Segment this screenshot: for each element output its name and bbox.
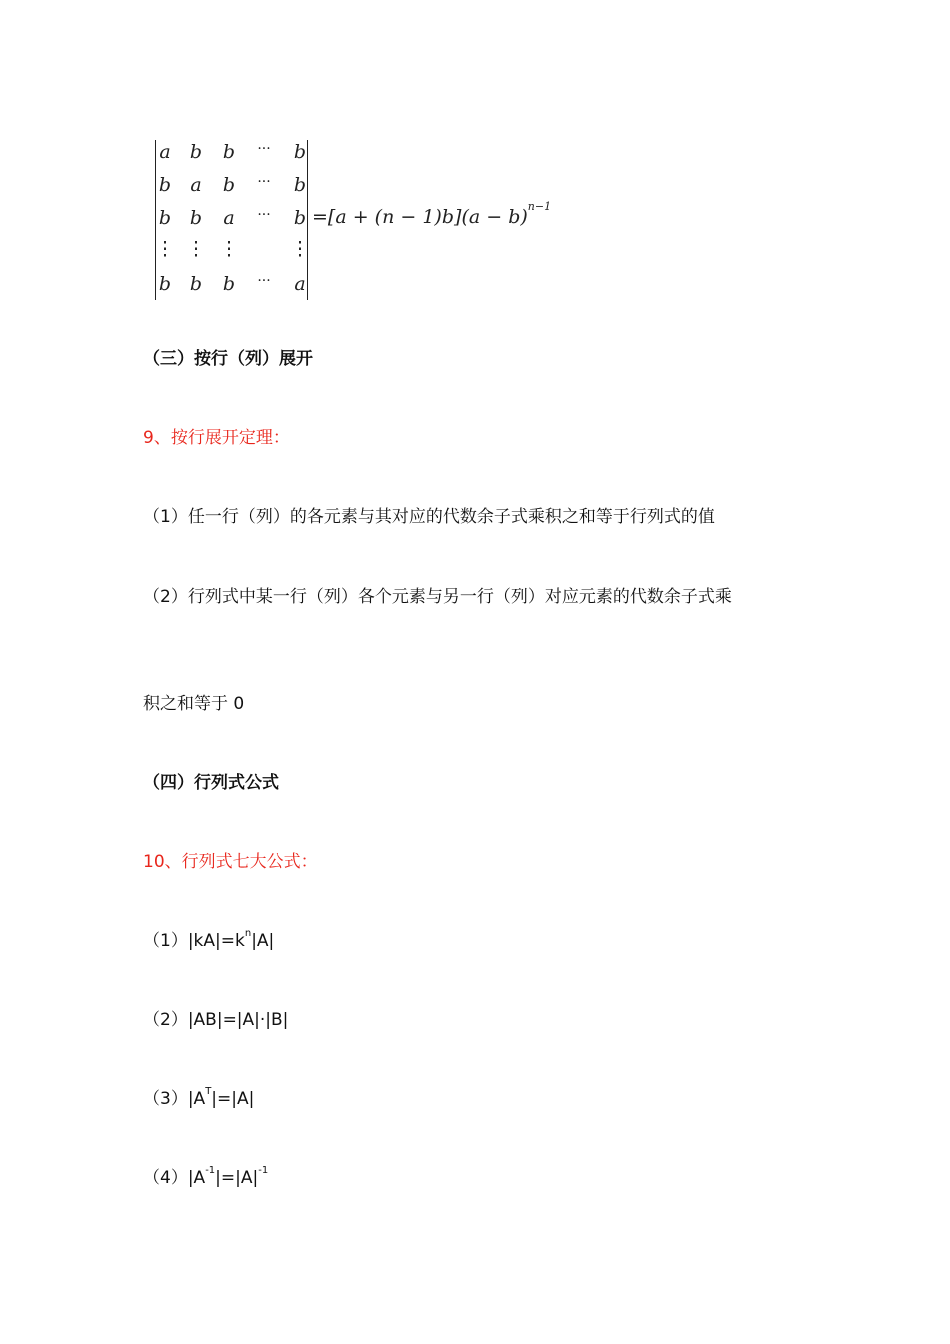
formula-3-prefix: （3）|A	[143, 1089, 206, 1109]
theorem-heading-9: 9、按行展开定理：	[143, 428, 290, 448]
rhs-exponent: n−1	[527, 200, 552, 213]
formula-4-prefix: （4）|A	[143, 1168, 206, 1188]
formula-4-sup: -1	[205, 1165, 216, 1176]
section-heading-3: （三）按行（列）展开	[143, 349, 313, 369]
formula-4-mid: |=|A|	[215, 1168, 259, 1188]
det-cell: b	[189, 273, 203, 295]
formula-3	[143, 1086, 255, 1109]
rhs-bracket: [	[327, 206, 336, 228]
det-cell: ···	[257, 141, 271, 157]
rhs-op: − 1)	[394, 206, 442, 228]
det-cell: b	[158, 273, 172, 295]
rhs-var: a	[468, 206, 481, 228]
det-vdots: ⋮	[186, 238, 206, 260]
det-cell: ···	[257, 174, 271, 190]
determinant-rhs	[312, 200, 552, 228]
rhs-op: + (	[346, 206, 383, 228]
det-cell: b	[158, 207, 172, 229]
rhs-bracket: ]	[454, 206, 462, 228]
rhs-var: n	[382, 206, 395, 228]
det-cell: b	[293, 207, 307, 229]
det-cell: b	[189, 141, 203, 163]
paragraph-9-2-line2: 积之和等于 0	[143, 694, 245, 714]
rhs-op: −	[480, 206, 509, 228]
det-cell: ···	[257, 273, 271, 289]
formula-1-prefix: （1）|kA|=k	[143, 931, 245, 951]
formula-2: （2）|AB|=|A|·|B|	[143, 1010, 289, 1030]
det-cell: b	[158, 174, 172, 196]
rhs-paren: (	[461, 206, 469, 228]
det-vdots: ⋮	[155, 238, 175, 260]
det-cell: a	[190, 174, 202, 196]
det-cell: b	[222, 141, 236, 163]
det-cell: a	[223, 207, 235, 229]
det-cell: a	[159, 141, 171, 163]
formula-4	[143, 1165, 269, 1188]
rhs-var: a	[335, 206, 347, 228]
formula-3-sup: T	[205, 1086, 212, 1097]
paragraph-9-2-line1: （2）行列式中某一行（列）各个元素与另一行（列）对应元素的代数余子式乘	[143, 587, 732, 607]
section-heading-4: （四）行列式公式	[143, 773, 279, 793]
paragraph-9-1: （1）任一行（列）的各元素与其对应的代数余子式乘积之和等于行列式的值	[143, 507, 715, 527]
det-vdots: ⋮	[290, 238, 310, 260]
det-cell: b	[293, 174, 307, 196]
det-cell: ···	[257, 207, 271, 223]
det-cell: b	[222, 273, 236, 295]
rhs-var: b	[508, 206, 521, 228]
det-cell: a	[294, 273, 306, 295]
rhs-equals: =	[312, 206, 328, 228]
det-vdots: ⋮	[219, 238, 239, 260]
formula-1-sup: n	[244, 928, 252, 939]
rhs-paren: )	[520, 206, 528, 228]
formula-1	[143, 928, 275, 951]
det-cell: b	[293, 141, 307, 163]
formula-4-sup2: -1	[258, 1165, 269, 1176]
rhs-var: b	[441, 206, 455, 228]
det-cell: b	[189, 207, 203, 229]
formula-1-suffix: |A|	[251, 931, 275, 951]
theorem-heading-10: 10、行列式七大公式：	[143, 852, 318, 872]
formula-3-suffix: |=|A|	[211, 1089, 255, 1109]
det-cell: b	[222, 174, 236, 196]
